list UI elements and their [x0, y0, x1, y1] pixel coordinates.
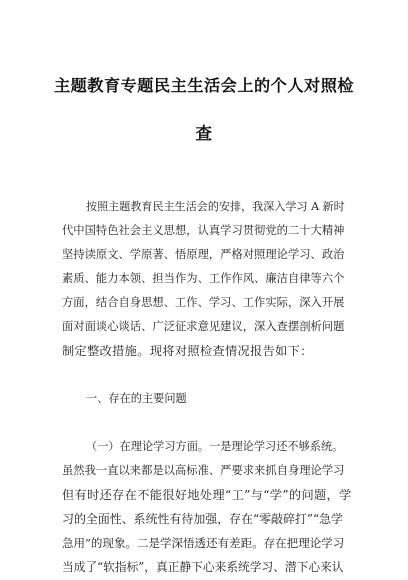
intro-line: 方面，结合自身思想、工作、学习、工作实际，深入开展	[62, 296, 345, 309]
intro-line: 按照主题教育民主生活会的安排，我深入学习 A 新时	[86, 200, 345, 213]
body-line: 当成了“软指标”，真正静下心来系统学习、潜下心来认	[62, 560, 344, 574]
section-heading: 一、存在的主要问题	[86, 392, 187, 405]
body-line: 急用”的现象。二是学深悟透还有差距。存在把理论学习	[62, 536, 345, 550]
intro-line: 面对面谈心谈话、广泛征求意见建议，深入查摆剖析问题	[62, 320, 345, 333]
intro-line: 素质、能力本领、担当作为、工作作风、廉洁自律等六个	[62, 272, 345, 285]
intro-line: 代中国特色社会主义思想，认真学习贯彻党的二十大精神	[62, 224, 345, 237]
intro-line: 坚持读原文、学原著、悟原理，严格对照理论学习、政治	[62, 248, 345, 261]
intro-line: 制定整改措施。现将对照检查情况报告如下：	[62, 344, 313, 358]
document-title-line-2: 查	[195, 124, 213, 143]
body-line: 习的全面性、系统性有待加强，存在“零敲碎打”“急学	[62, 512, 343, 526]
document-title-line-1: 主题教育专题民主生活会上的个人对照检	[53, 76, 355, 95]
body-line: 但有时还存在不能很好地处理“工”与“学”的问题，学	[62, 488, 352, 502]
body-line: 虽然我一直以来都是以高标准、严要求来抓自身理论学习	[62, 464, 345, 477]
body-line: （一）在理论学习方面。一是理论学习还不够系统。	[86, 440, 344, 453]
